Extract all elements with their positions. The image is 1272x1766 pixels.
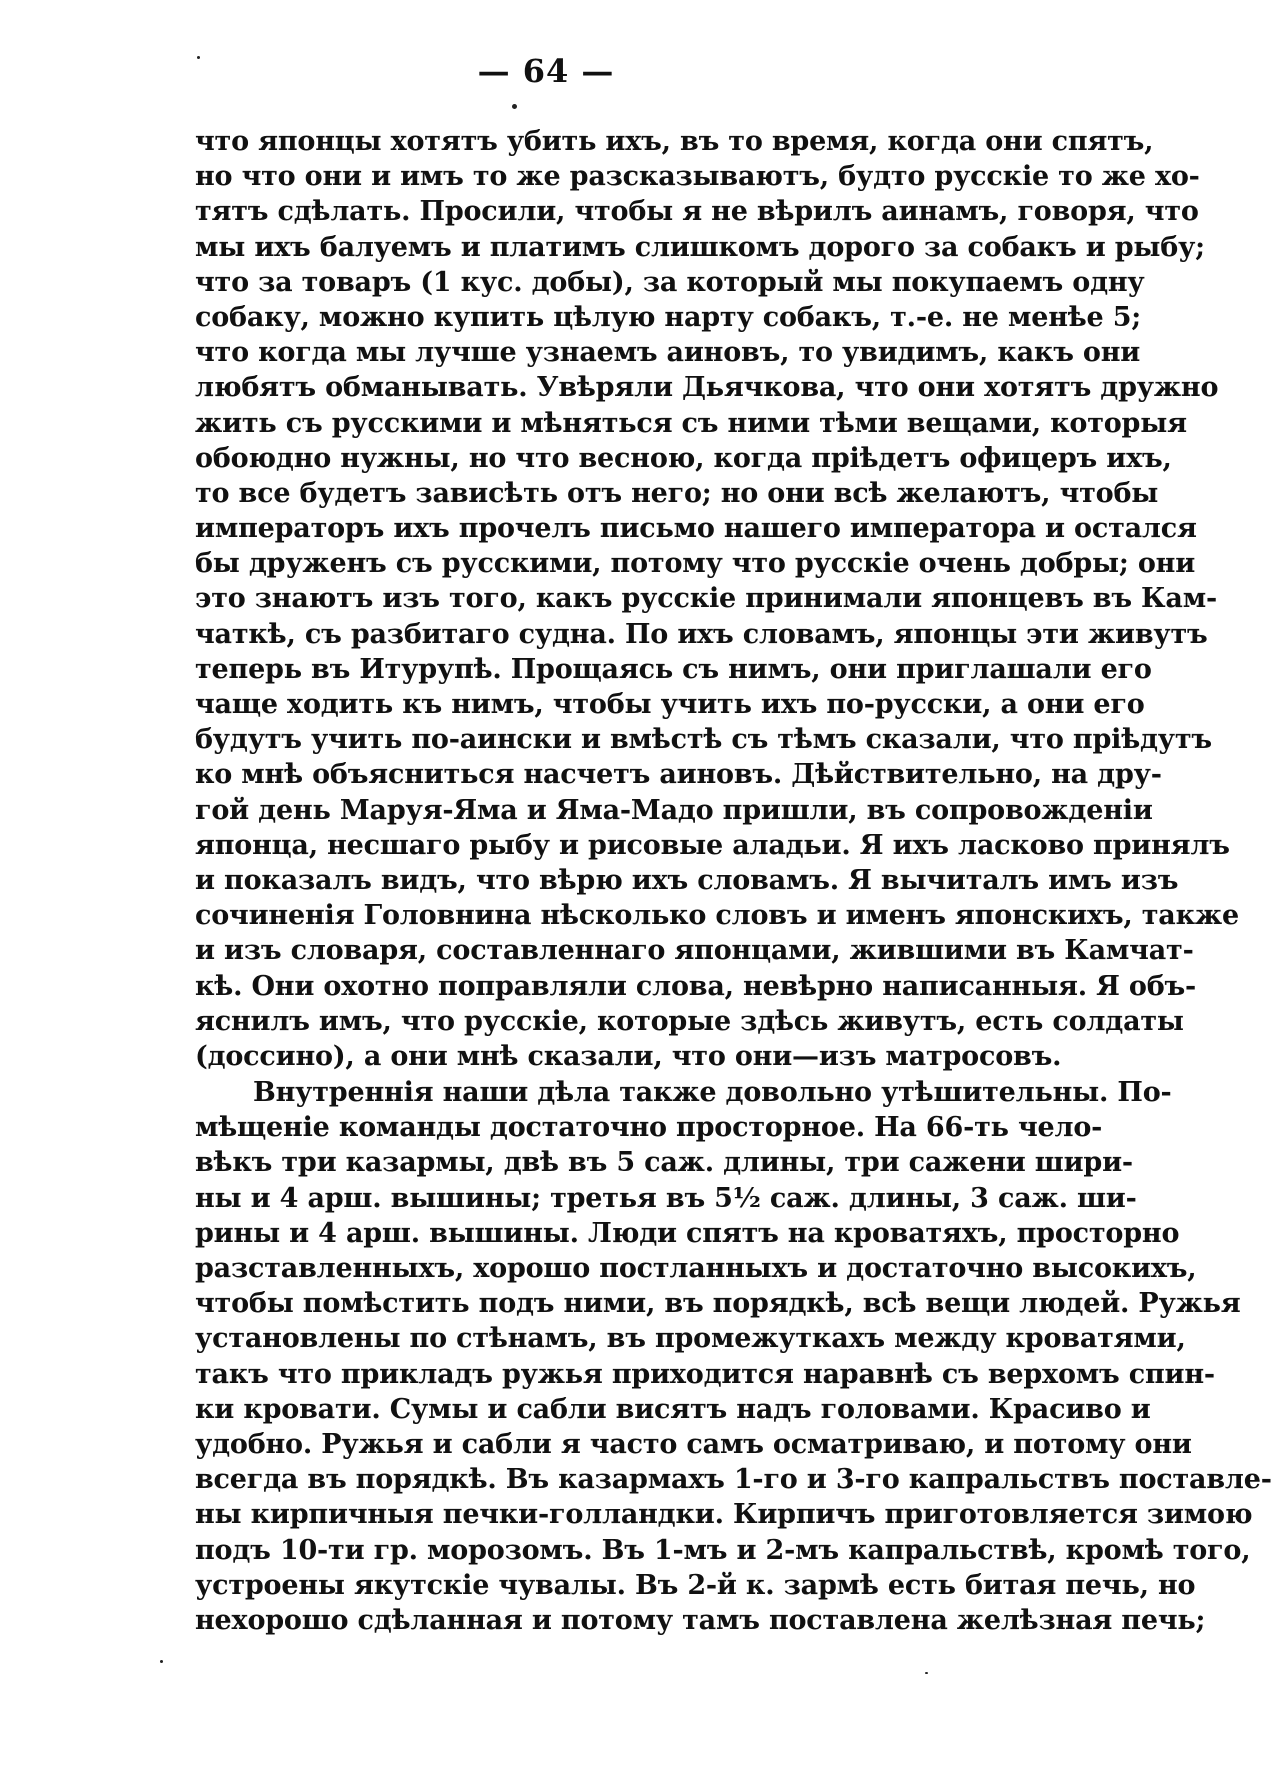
paragraph-end-line: (доссино), а они мнѣ сказали, что они—изъ матросовъ. [195, 1040, 1062, 1072]
text-line: установлены по стѣнамъ, въ промежуткахъ между кроватями, [195, 1323, 1186, 1355]
text-line: жить съ русскими и мѣняться съ ними тѣми вещами, которыя [195, 407, 1187, 439]
text-line: чтобы помѣстить подъ ними, въ порядкѣ, всѣ вещи людей. Ружья [195, 1288, 1241, 1320]
text-line: любятъ обманывать. Увѣряли Дьячкова, что они хотятъ дружно [195, 372, 1219, 404]
text-line: ки кровати. Сумы и сабли висятъ надъ головами. Красиво и [195, 1393, 1151, 1425]
text-line: всегда въ порядкѣ. Въ казармахъ 1-го и 3-го капральствъ поставле- [195, 1464, 1272, 1496]
text-line: теперь въ Итурупѣ. Прощаясь съ нимъ, они приглашали его [195, 653, 1152, 685]
text-line: рины и 4 арш. вышины. Люди спятъ на кроватяхъ, просторно [195, 1217, 1180, 1249]
text-line: и показалъ видъ, что вѣрю ихъ словамъ. Я вычиталъ имъ изъ [195, 864, 1179, 896]
scan-speck [160, 1660, 163, 1663]
scan-speck [925, 1672, 928, 1674]
body-text [195, 124, 1272, 1638]
text-line: мы ихъ балуемъ и платимъ слишкомъ дорого за собакъ и рыбу; [195, 231, 1205, 263]
page-number: — 64 — [477, 52, 615, 90]
text-line: нехорошо сдѣланная и потому тамъ поставлена желѣзная печь; [195, 1604, 1206, 1636]
text-line: разставленныхъ, хорошо постланныхъ и достаточно высокихъ, [195, 1253, 1197, 1284]
text-line: яснилъ имъ, что русскіе, которые здѣсь живутъ, есть солдаты [195, 1005, 1184, 1037]
text-line: то все будетъ зависѣть отъ него; но они всѣ желаютъ, чтобы [195, 477, 1159, 509]
text-line: чаткѣ, съ разбитаго судна. По ихъ словамъ, японцы эти живутъ [195, 618, 1208, 650]
text-line: вѣкъ три казармы, двѣ въ 5 саж. длины, три сажени шири- [195, 1147, 1133, 1179]
text-line: обоюдно нужны, но что весною, когда пріѣдетъ офицеръ ихъ, [195, 442, 1172, 474]
text-line: что японцы хотятъ убить ихъ, въ то время, когда они спятъ, [195, 126, 1154, 157]
text-line: удобно. Ружья и сабли я часто самъ осматриваю, и потому они [195, 1428, 1192, 1460]
text-line: сочиненія Головнина нѣсколько словъ и именъ японскихъ, также [195, 900, 1239, 932]
scan-speck [512, 104, 517, 109]
text-line: собаку, можно купить цѣлую нарту собакъ, т.-е. не менѣе 5; [195, 301, 1142, 333]
text-line: что когда мы лучше узнаемъ аиновъ, то увидимъ, какъ они [195, 337, 1141, 369]
text-line: будутъ учить по-аински и вмѣстѣ съ тѣмъ сказали, что пріѣдутъ [195, 724, 1212, 756]
text-line: ко мнѣ объясниться насчетъ аиновъ. Дѣйствительно, на дру- [195, 759, 1162, 791]
text-line: ны и 4 арш. вышины; третья въ 5½ саж. длины, 3 саж. ши- [195, 1182, 1137, 1214]
text-line: чаще ходить къ нимъ, чтобы учить ихъ по-русски, а они его [195, 689, 1145, 720]
text-line: тятъ сдѣлать. Просили, чтобы я не вѣрилъ аинамъ, говоря, что [195, 196, 1199, 228]
text-line: бы друженъ съ русскими, потому что русскіе очень добры; они [195, 548, 1196, 580]
text-line: такъ что прикладъ ружья приходится наравнѣ съ верхомъ спин- [195, 1358, 1215, 1390]
text-line: гой день Маруя-Яма и Яма-Мадо пришли, въ сопровожденіи [195, 794, 1153, 826]
text-line: устроены якутскіе чувалы. Въ 2-й к. зармѣ есть битая печь, но [195, 1569, 1196, 1601]
text-line: императоръ ихъ прочелъ письмо нашего императора и остался [195, 513, 1197, 545]
text-line: и изъ словаря, составленнаго японцами, жившими въ Камчат- [195, 935, 1194, 967]
text-line: ны кирпичныя печки-голландки. Кирпичъ приготовляется зимою [195, 1499, 1253, 1531]
scan-speck [197, 56, 200, 59]
text-line: мѣщеніе команды достаточно просторное. На 66-ть чело- [195, 1112, 1103, 1144]
text-line: подъ 10-ти гр. морозомъ. Въ 1-мъ и 2-мъ капральствѣ, кромѣ того, [195, 1534, 1251, 1566]
paragraph-start-line: Внутреннія наши дѣла также довольно утѣшительны. По- [253, 1077, 1172, 1109]
text-line: японца, несшаго рыбу и рисовые аладьи. Я ихъ ласково принялъ [195, 829, 1230, 861]
text-line: это знаютъ изъ того, какъ русскіе принимали японцевъ въ Кам- [195, 583, 1217, 615]
text-line: кѣ. Они охотно поправляли слова, невѣрно написанныя. Я объ- [195, 970, 1197, 1002]
text-line: что за товаръ (1 кус. добы), за который мы покупаемъ одну [195, 266, 1145, 298]
text-line: но что они и имъ то же разсказываютъ, будто русскіе то же хо- [195, 161, 1200, 193]
